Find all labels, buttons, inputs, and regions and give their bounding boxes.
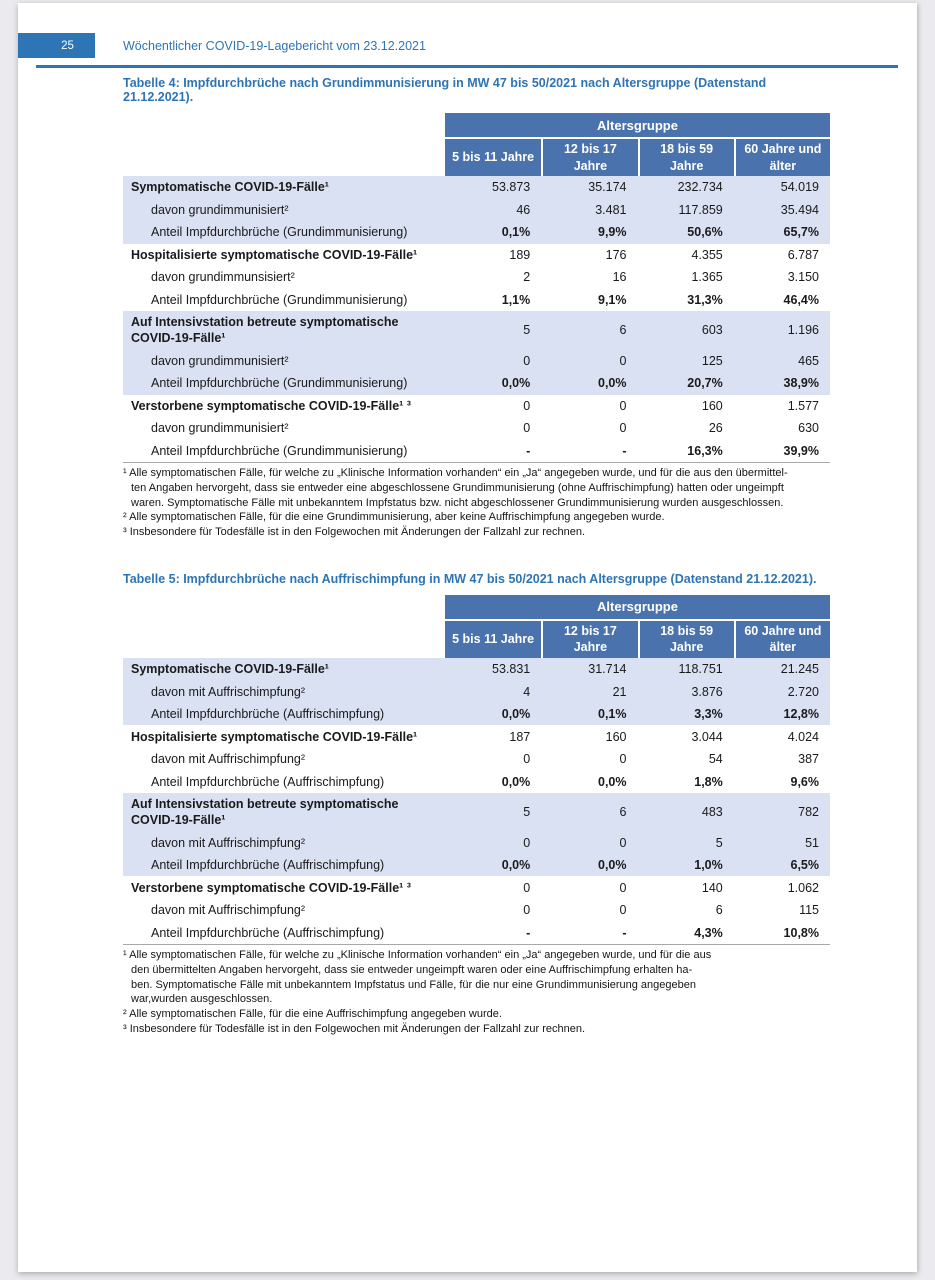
row-label-text: Anteil Impfdurchbrüche (Auffrischimpfung) <box>151 774 385 789</box>
age-group-header-cell: Altersgruppe <box>445 113 830 139</box>
table-row <box>123 854 830 877</box>
table-row <box>123 703 830 726</box>
table-cell-value: 3.481 <box>595 202 627 217</box>
section-gap <box>123 540 830 566</box>
table-row <box>123 770 830 793</box>
row-label-text: davon mit Auffrischimpfung² <box>151 684 306 699</box>
table-cell-value: 176 <box>605 247 627 262</box>
row-label-text: davon mit Auffrischimpfung² <box>151 835 306 850</box>
column-header-cell: 18 bis 59 Jahre <box>638 621 734 658</box>
table-cell-value: 2 <box>523 270 531 285</box>
row-label <box>123 876 445 899</box>
row-label <box>123 725 445 748</box>
table-cell-value: 782 <box>798 805 819 820</box>
table-cell-value: 4.355 <box>691 247 723 262</box>
row-label <box>123 350 445 373</box>
table-cell-value: 0,0% <box>501 376 531 391</box>
table-cell-value: 6.787 <box>787 247 819 262</box>
table-cell-value: 3.044 <box>691 729 723 744</box>
row-label <box>123 680 445 703</box>
table-4-footnotes <box>123 466 830 540</box>
table-cell-value: 0 <box>619 353 627 368</box>
row-label-text: davon mit Auffrischimpfung² <box>151 903 306 918</box>
table-header-group-row <box>123 113 830 139</box>
column-headers <box>445 139 830 176</box>
table-row <box>123 199 830 222</box>
report-header-title: Wöchentlicher COVID-19-Lagebericht vom 23.12.2021 <box>123 38 426 53</box>
row-label <box>123 831 445 854</box>
table-cell-value: 0,0% <box>501 707 531 722</box>
row-label <box>123 221 445 244</box>
table-row <box>123 876 830 899</box>
table-cell-value: 1.062 <box>787 880 819 895</box>
footnote-line: ben. Symptomatische Fälle mit unbekanntem Impfstatus und Fälle, für die nur eine Grundimmunisierung angegeben <box>131 978 696 991</box>
footnote-line: ³ Insbesondere für Todesfälle ist in den Folgewochen mit Änderungen der Fallzahl zur rechnen. <box>123 1022 586 1035</box>
row-label <box>123 793 445 832</box>
table-cell-value: 53.831 <box>492 662 531 677</box>
table-cell-value: 465 <box>798 353 819 368</box>
table-cell-value: 6 <box>619 323 627 338</box>
row-label <box>123 748 445 771</box>
table-cell-value: 5 <box>523 805 531 820</box>
table-cell-value: 387 <box>798 752 819 767</box>
row-label-text: Anteil Impfdurchbrüche (Grundimmunisierung) <box>151 225 408 240</box>
table-cell-value: - <box>622 443 627 458</box>
table-cell-value: 118.751 <box>678 662 723 677</box>
row-label <box>123 770 445 793</box>
footnote <box>123 1007 830 1022</box>
table-row <box>123 244 830 267</box>
footnote <box>123 525 830 540</box>
column-header-cell: 12 bis 17 Jahre <box>541 621 637 658</box>
row-label-text: Symptomatische COVID-19-Fälle¹ <box>131 180 329 195</box>
table-cell-value: 35.494 <box>780 202 819 217</box>
table-cell-value: 1,8% <box>694 774 723 789</box>
table-cell-value: 6 <box>715 903 723 918</box>
page-number-badge <box>18 33 95 58</box>
column-header-cell: 12 bis 17 Jahre <box>541 139 637 176</box>
row-label <box>123 176 445 199</box>
header-divider <box>36 65 898 68</box>
table-cell-value: 187 <box>509 729 531 744</box>
table-cell-value: 232.734 <box>677 180 723 195</box>
table-cell-value: 5 <box>715 835 723 850</box>
table-cell-value: 54.019 <box>780 180 819 195</box>
table-cell-value: 39,9% <box>783 443 819 458</box>
table-cell-value: 46,4% <box>783 292 819 307</box>
table-cell-value: 117.859 <box>678 202 723 217</box>
table-cell-value: 0 <box>619 880 627 895</box>
row-label-text: davon mit Auffrischimpfung² <box>151 752 306 767</box>
table-row <box>123 899 830 922</box>
table-cell-value: 6,5% <box>790 858 819 873</box>
row-label-text: Hospitalisierte symptomatische COVID-19-Fälle¹ <box>131 247 418 262</box>
table-cell-value: 1,0% <box>694 858 723 873</box>
column-header-cell: 60 Jahre und älter <box>734 621 830 658</box>
table-5-footnotes <box>123 948 830 1037</box>
row-label <box>123 372 445 395</box>
table-row <box>123 921 830 944</box>
table-cell-value: 26 <box>708 421 723 436</box>
table-row <box>123 289 830 312</box>
table-cell-value: 160 <box>605 729 627 744</box>
table-cell-value: 0,1% <box>501 225 531 240</box>
table-cell-value: 0 <box>523 835 531 850</box>
table-cell-value: 115 <box>799 903 819 918</box>
column-header-cell: 18 bis 59 Jahre <box>638 139 734 176</box>
table-cell-value: 31,3% <box>687 292 723 307</box>
table-cell-value: 20,7% <box>687 376 723 391</box>
header-spacer <box>123 139 445 176</box>
column-headers <box>445 621 830 658</box>
table-cell-value: 0 <box>523 880 531 895</box>
row-label <box>123 899 445 922</box>
row-label <box>123 854 445 877</box>
table-row <box>123 372 830 395</box>
document-page <box>18 3 917 1272</box>
table-row <box>123 311 830 350</box>
table-row <box>123 266 830 289</box>
table-cell-value: - <box>622 925 627 940</box>
table-cell-value: 53.873 <box>492 180 531 195</box>
footnote-line: ¹ Alle symptomatischen Fälle, für welche zu „Klinische Information vorhanden“ ein „Ja“ angegeben wurde, und für die aus den übermittel- <box>123 467 788 479</box>
table-4-section <box>123 76 830 540</box>
table-row <box>123 350 830 373</box>
footnote-line: ³ Insbesondere für Todesfälle ist in den Folgewochen mit Änderungen der Fallzahl zur rechnen. <box>123 526 586 539</box>
row-label-text: Anteil Impfdurchbrüche (Grundimmunisierung) <box>151 376 408 391</box>
table-cell-value: 46 <box>516 202 531 217</box>
table-cell-value: 12,8% <box>783 707 819 722</box>
table-row <box>123 831 830 854</box>
column-header-cell: 60 Jahre und älter <box>734 139 830 176</box>
row-label-text: Auf Intensivstation betreute symptomatische COVID-19-Fälle¹ <box>131 315 399 346</box>
row-label <box>123 417 445 440</box>
table-cell-value: 10,8% <box>783 925 819 940</box>
table-cell-value: 3,3% <box>694 707 723 722</box>
page-content <box>123 76 830 1037</box>
table-cell-value: 9,1% <box>598 292 627 307</box>
row-label-text: Anteil Impfdurchbrüche (Auffrischimpfung) <box>151 858 385 873</box>
table-cell-value: 0 <box>619 398 627 413</box>
header-spacer <box>123 595 445 621</box>
table-5-section <box>123 572 830 1037</box>
table-cell-value: 1.577 <box>787 398 819 413</box>
table-5 <box>123 595 830 945</box>
row-label <box>123 311 445 350</box>
table-cell-value: 483 <box>701 805 723 820</box>
table-cell-value: 21 <box>612 684 627 699</box>
table-cell-value: 0 <box>523 398 531 413</box>
table-cell-value: 3.876 <box>691 684 723 699</box>
table-header-group-row <box>123 595 830 621</box>
table-cell-value: 4.024 <box>787 729 819 744</box>
table-row <box>123 395 830 418</box>
table-cell-value: 31.714 <box>588 662 627 677</box>
page-header <box>18 33 917 58</box>
row-label-text: Anteil Impfdurchbrüche (Grundimmunisierung) <box>151 292 408 307</box>
column-header-cell: 5 bis 11 Jahre <box>445 139 541 176</box>
row-label <box>123 289 445 312</box>
row-label-text: Anteil Impfdurchbrüche (Auffrischimpfung) <box>151 707 385 722</box>
table-row <box>123 417 830 440</box>
table-cell-value: 125 <box>701 353 723 368</box>
footnote-line: war,wurden ausgeschlossen. <box>131 993 273 1006</box>
header-spacer <box>123 113 445 139</box>
age-group-header-cell: Altersgruppe <box>445 595 830 621</box>
table-row <box>123 221 830 244</box>
table-cell-value: 5 <box>523 323 531 338</box>
table-cell-value: 51 <box>805 835 819 850</box>
footnote <box>123 510 830 525</box>
table-cell-value: 0,0% <box>598 858 627 873</box>
row-label <box>123 921 445 944</box>
table-cell-value: 6 <box>619 805 627 820</box>
table-row <box>123 440 830 463</box>
row-label-text: davon grundimmunsisiert² <box>151 270 295 285</box>
table-cell-value: 0 <box>523 353 531 368</box>
table-cell-value: 1,1% <box>501 292 531 307</box>
row-label <box>123 266 445 289</box>
table-4-title: Tabelle 4: Impfdurchbrüche nach Grundimmunisierung in MW 47 bis 50/2021 nach Altersgruppe (Datenstand 21.12.2021). <box>123 76 767 104</box>
row-label-text: Symptomatische COVID-19-Fälle¹ <box>131 662 329 677</box>
table-cell-value: 140 <box>701 880 723 895</box>
row-label <box>123 395 445 418</box>
table-cell-value: 0 <box>619 752 627 767</box>
table-cell-value: 4 <box>523 684 531 699</box>
row-label-text: davon grundimmunisiert² <box>151 202 289 217</box>
table-row <box>123 680 830 703</box>
table-cell-value: 9,6% <box>790 774 819 789</box>
row-label-text: davon grundimmunisiert² <box>151 421 289 436</box>
footnote <box>123 948 830 1007</box>
table-row <box>123 176 830 199</box>
table-cell-value: - <box>526 443 531 458</box>
page-number: 25 <box>61 39 74 52</box>
table-row <box>123 725 830 748</box>
table-cell-value: 21.245 <box>780 662 819 677</box>
table-cell-value: 0 <box>523 421 531 436</box>
table-cell-value: 189 <box>509 247 531 262</box>
row-label <box>123 658 445 681</box>
footnote-line: ² Alle symptomatischen Fälle, für die eine Grundimmunisierung, aber keine Auffrischimpfung angegeben wurde. <box>123 511 665 524</box>
table-cell-value: 1.196 <box>787 323 819 338</box>
row-label <box>123 199 445 222</box>
row-label-text: davon grundimmunisiert² <box>151 353 289 368</box>
row-label <box>123 244 445 267</box>
table-cell-value: 38,9% <box>783 376 819 391</box>
table-cell-value: - <box>526 925 531 940</box>
table-cell-value: 0 <box>619 421 627 436</box>
table-cell-value: 160 <box>701 398 723 413</box>
table-cell-value: 1.365 <box>691 270 723 285</box>
footnote-line: den übermittelten Angaben hervorgeht, dass sie entweder ungeimpft waren oder eine Auffrischimpfung erhalten ha- <box>131 963 693 976</box>
footnote <box>123 466 830 510</box>
footnote <box>123 1022 830 1037</box>
table-cell-value: 4,3% <box>694 925 723 940</box>
row-label-text: Verstorbene symptomatische COVID-19-Fälle¹ ³ <box>131 880 411 895</box>
table-cell-value: 2.720 <box>787 684 819 699</box>
table-cell-value: 0 <box>523 903 531 918</box>
table-cell-value: 0 <box>619 835 627 850</box>
footnote-line: ¹ Alle symptomatischen Fälle, für welche zu „Klinische Information vorhanden“ ein „Ja“ angegeben wurde, und für die aus <box>123 948 712 961</box>
table-cell-value: 9,9% <box>598 225 627 240</box>
table-row <box>123 748 830 771</box>
footnote-line: ten Angaben hervorgeht, dass sie entweder eine abgeschlossene Grundimmunisierung (ohne Auffrischimpfung) hatten oder ungeimpft <box>131 481 784 494</box>
row-label-text: Auf Intensivstation betreute symptomatische COVID-19-Fälle¹ <box>131 796 399 828</box>
table-row <box>123 793 830 832</box>
table-cell-value: 0 <box>619 903 627 918</box>
row-label <box>123 440 445 463</box>
header-spacer <box>123 621 445 658</box>
footnote-line: ² Alle symptomatischen Fälle, für die eine Auffrischimpfung angegeben wurde. <box>123 1008 502 1021</box>
table-cell-value: 35.174 <box>588 180 627 195</box>
table-cell-value: 50,6% <box>687 225 723 240</box>
row-label-text: Verstorbene symptomatische COVID-19-Fälle¹ ³ <box>131 398 411 413</box>
table-cell-value: 0,0% <box>598 376 627 391</box>
table-cell-value: 0 <box>523 752 531 767</box>
table-cell-value: 3.150 <box>787 270 819 285</box>
row-label <box>123 703 445 726</box>
table-header-columns-row <box>123 621 830 658</box>
table-cell-value: 16 <box>612 270 627 285</box>
table-cell-value: 0,1% <box>598 707 627 722</box>
table-cell-value: 0,0% <box>501 774 531 789</box>
row-label-text: Anteil Impfdurchbrüche (Grundimmunisierung) <box>151 443 408 458</box>
row-label-text: Anteil Impfdurchbrüche (Auffrischimpfung) <box>151 925 385 940</box>
table-header-columns-row <box>123 139 830 176</box>
table-cell-value: 65,7% <box>783 225 819 240</box>
table-4 <box>123 113 830 463</box>
table-cell-value: 603 <box>701 323 723 338</box>
table-cell-value: 0,0% <box>598 774 627 789</box>
footnote-line: waren. Symptomatische Fälle mit unbekanntem Impfstatus bzw. nicht abgeschlossener Grundimmunisierung wurden ausgeschlossen. <box>131 496 784 509</box>
table-row <box>123 658 830 681</box>
table-cell-value: 0,0% <box>501 858 531 873</box>
column-header-cell: 5 bis 11 Jahre <box>445 621 541 658</box>
row-label-text: Hospitalisierte symptomatische COVID-19-Fälle¹ <box>131 729 418 744</box>
table-5-title: Tabelle 5: Impfdurchbrüche nach Auffrischimpfung in MW 47 bis 50/2021 nach Altersgruppe (Datenstand 21.12.2021). <box>123 571 817 586</box>
table-cell-value: 630 <box>798 421 819 436</box>
table-cell-value: 16,3% <box>687 443 723 458</box>
table-cell-value: 54 <box>708 752 723 767</box>
